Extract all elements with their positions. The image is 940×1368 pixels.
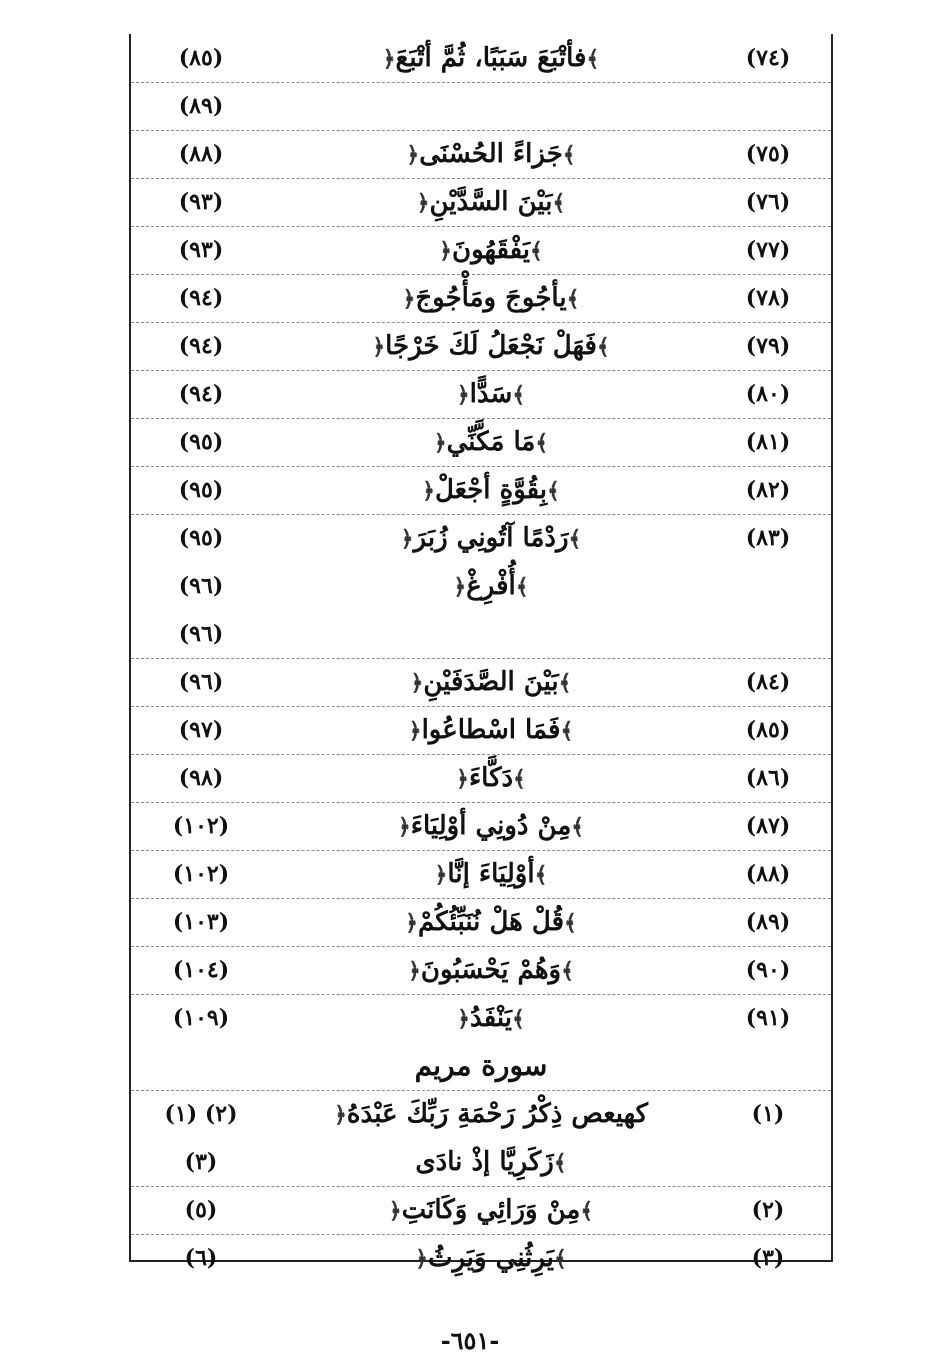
verse-reference: (٩٣) (178, 237, 224, 263)
entry-number: (٨٠) (745, 381, 791, 407)
quran-phrase: ﴿سَدًّا﴾ (456, 379, 526, 409)
table-row (131, 370, 831, 419)
verse-reference: (٥) (184, 1197, 218, 1223)
quran-phrase: ﴿وَهُمْ يَحْسَبُونَ﴾ (408, 955, 574, 985)
quran-phrase: ﴿أُفْرِغْ﴾ (453, 571, 529, 601)
table-row (131, 130, 831, 179)
entry-number: (٨١) (745, 429, 791, 455)
quran-phrase: ﴿فَهَلْ نَجْعَلُ لَكَ خَرْجًا﴾ (372, 331, 610, 361)
quran-phrase: ﴿بَيْنَ الصَّدَفَيْنِ﴾ (410, 667, 572, 697)
verse-reference: (١٠٩) (172, 1005, 230, 1031)
table-row (131, 610, 831, 659)
table-row (131, 1234, 831, 1282)
entry-number: (٨٩) (745, 909, 791, 935)
quran-phrase: ﴿فأتْبَعَ سَبَبًا، ثُمَّ أتْبَعَ﴾ (382, 43, 600, 73)
table-row (131, 34, 831, 83)
entry-number: (١) (751, 1101, 785, 1127)
table-row (131, 178, 831, 227)
table-row (131, 802, 831, 851)
entry-number: (٨٨) (745, 861, 791, 887)
table-row (131, 1138, 831, 1187)
entry-number: (٣) (751, 1245, 785, 1271)
verse-reference: (٩٤) (178, 381, 224, 407)
verse-reference: (٩٦) (178, 573, 224, 599)
surah-heading-row (131, 1042, 831, 1091)
entry-number: (٨٥) (745, 717, 791, 743)
verse-reference: (٨٩) (178, 93, 224, 119)
table-row (131, 658, 831, 707)
table-row (131, 82, 831, 131)
entry-number: (٨٦) (745, 765, 791, 791)
quran-phrase: ﴿يَنْفَدُ﴾ (457, 1003, 525, 1033)
surah-heading: سورة مريم (414, 1049, 548, 1082)
table-row (131, 562, 831, 610)
table-row (131, 274, 831, 323)
entry-number: (٩٠) (745, 957, 791, 983)
quran-phrase: ﴿يَرِثُنِي وَيَرِثُ﴾ (415, 1243, 567, 1273)
verse-reference: (١) (٢) (164, 1101, 238, 1127)
verse-reference: (٩٥) (178, 525, 224, 551)
entry-number: (٩١) (745, 1005, 791, 1031)
entry-number: (٨٣) (745, 525, 791, 551)
table-row (131, 418, 831, 467)
table-row (131, 946, 831, 995)
table-row (131, 514, 831, 562)
verse-reference: (٨٨) (178, 141, 224, 167)
quran-phrase: ﴿قُلْ هَلْ نُنَبِّئُكُمْ﴾ (405, 907, 577, 937)
verse-reference: (٩٧) (178, 717, 224, 743)
quran-phrase: ﴿كهيعص ذِكْرُ رَحْمَةِ رَبِّكَ عَبْدَهُ (334, 1099, 648, 1129)
index-table (129, 34, 833, 1273)
quran-phrase: ﴿مِنْ وَرَائِي وَكَانَتِ﴾ (388, 1195, 594, 1225)
table-row (131, 322, 831, 371)
entry-number: (٨٧) (745, 813, 791, 839)
verse-reference: (٩٥) (178, 429, 224, 455)
quran-phrase: ﴿يَفْقَهُونَ﴾ (439, 235, 543, 265)
page-number: -٦٥١- (440, 1326, 500, 1355)
entry-number: (٧٤) (745, 45, 791, 71)
verse-reference: (٩٤) (178, 333, 224, 359)
quran-phrase: ﴿مِنْ دُونِي أوْلِيَاءَ﴾ (397, 811, 585, 841)
verse-reference: (٩٨) (178, 765, 224, 791)
entry-number: (٨٢) (745, 477, 791, 503)
entry-number: (٧٦) (745, 189, 791, 215)
table-row (131, 466, 831, 515)
table-row (131, 754, 831, 803)
quran-phrase: زَكَرِيَّا إذْ نادَى﴾ (415, 1147, 567, 1177)
quran-phrase: ﴿يأجُوجَ ومَأْجُوجَ﴾ (402, 283, 580, 313)
quran-phrase: ﴿أوْلِيَاءَ إنَّا﴾ (434, 859, 548, 889)
table-row (131, 898, 831, 947)
table-row (131, 850, 831, 899)
verse-reference: (٩٤) (178, 285, 224, 311)
verse-reference: (٦) (184, 1245, 218, 1271)
quran-phrase: ﴿دَكَّاءَ﴾ (456, 763, 526, 793)
verse-reference: (٣) (184, 1149, 218, 1175)
entry-number: (٧٧) (745, 237, 791, 263)
entry-number: (٧٩) (745, 333, 791, 359)
entry-number: (٨٤) (745, 669, 791, 695)
table-row (131, 226, 831, 275)
verse-reference: (٩٦) (178, 621, 224, 647)
table-row (131, 706, 831, 755)
verse-reference: (٨٥) (178, 45, 224, 71)
verse-reference: (١٠٤) (172, 957, 230, 983)
verse-reference: (١٠٢) (172, 813, 230, 839)
verse-reference: (٩٥) (178, 477, 224, 503)
verse-reference: (١٠٢) (172, 861, 230, 887)
verse-reference: (١٠٣) (172, 909, 230, 935)
entry-number: (٧٥) (745, 141, 791, 167)
quran-phrase: ﴿بِقُوَّةٍ أجْعَلْ﴾ (422, 475, 560, 505)
entry-number: (٢) (751, 1197, 785, 1223)
quran-phrase: ﴿جَزاءً الحُسْنَى﴾ (406, 139, 576, 169)
entry-number: (٧٨) (745, 285, 791, 311)
verse-reference: (٩٣) (178, 189, 224, 215)
quran-phrase: ﴿مَا مَكَّنِّي﴾ (433, 427, 549, 457)
verse-reference: (٩٦) (178, 669, 224, 695)
table-row (131, 994, 831, 1042)
table-row (131, 1090, 831, 1138)
quran-phrase: ﴿بَيْنَ السَّدَّيْنِ﴾ (416, 187, 566, 217)
quran-phrase: ﴿فَمَا اسْطاعُوا﴾ (408, 715, 574, 745)
quran-phrase: ﴿رَدْمًا آتُونِي زُبَرَ﴾ (400, 523, 582, 553)
table-row (131, 1186, 831, 1235)
